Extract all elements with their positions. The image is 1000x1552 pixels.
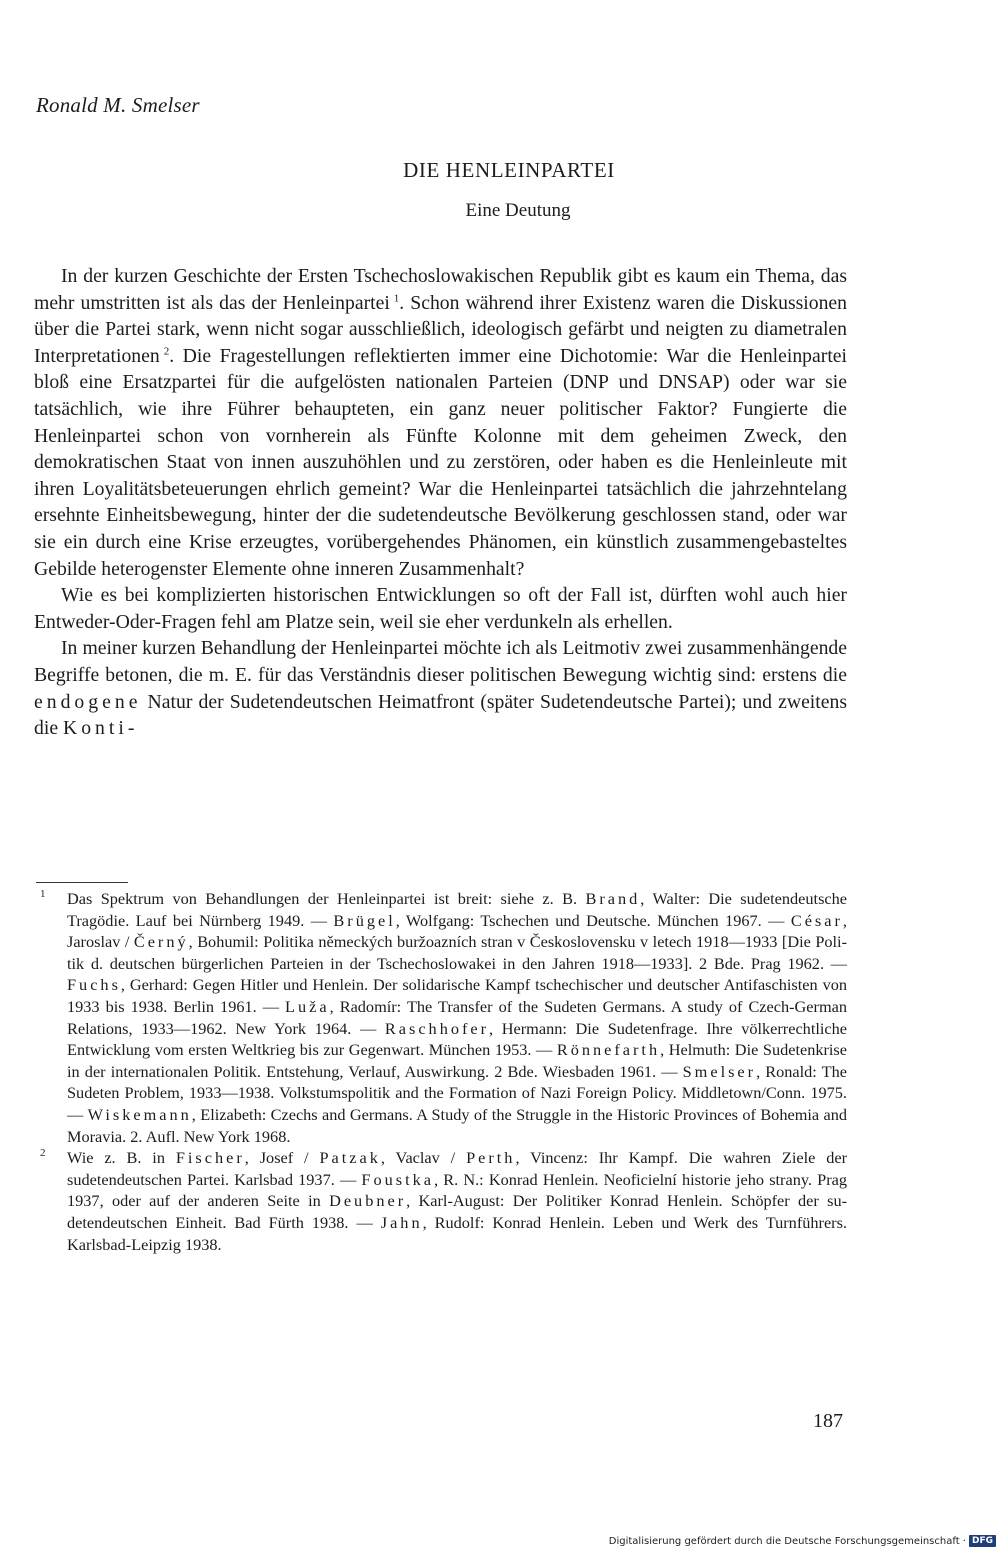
spaced-name: Luža — [285, 996, 330, 1016]
spaced-name: Fuchs — [67, 975, 121, 995]
text-run: Natur der Sudetendeutschen Heimatfront (später Sudetendeutsche Partei); und zweitens die — [34, 690, 847, 740]
footnote-ref: 2 — [163, 345, 170, 358]
page-number: 187 — [813, 1410, 843, 1432]
footnote-ref: 1 — [393, 292, 400, 305]
article-title: DIE HENLEINPARTEI — [403, 158, 615, 182]
dfg-logo: DFG — [969, 1535, 996, 1547]
paragraph — [34, 635, 847, 741]
spaced-name: Smelser — [682, 1061, 757, 1081]
footnote-text: , Hermann: Die Sudetenfrage. Ihre völkerrechtliche Entwicklung vom ersten Weltkrieg bis zur Gegenwart. München 1953. — — [67, 1018, 847, 1060]
spaced-name: Foustka — [361, 1169, 434, 1189]
body-text — [34, 263, 847, 742]
credit-text: Digitalisierung gefördert durch die Deutsche Forschungsgemeinschaft · — [608, 1535, 966, 1547]
spaced-emphasis: endogene — [34, 690, 142, 713]
footnote-text: , Gerhard: Gegen Hitler und Henlein. Der solidarische Kampf tschechischer und deutscher Antifaschisten von 1933 bis 1938. Berlin 1961. — — [67, 975, 847, 1016]
footnote-text: , Bohumil: Politika německých buržoazních stran v Československu v letech 1918—1933 [Die Politik d. deutschen bürgerlichen Parteien in der Tschechoslowakei in den Jahren 1918—1933]. 2 Bde. Prag 1962. — — [67, 932, 847, 973]
spaced-name: Fischer — [175, 1148, 245, 1168]
footnote-mark: 2 — [40, 1147, 46, 1160]
text-run: In der kurzen Geschichte der Ersten Tschechoslowakischen Republik gibt es kaum ein Thema, das mehr umstritten ist als das der Henleinpartei — [34, 265, 847, 314]
footnote-text: , Elizabeth: Czechs and Germans. A Study of the Struggle in the Historic Provinces of Bohemia and Moravia. 2. Aufl. New York 1968. — [67, 1104, 847, 1146]
spaced-name: Černý — [133, 932, 189, 952]
footnote-text: , Josef / — [244, 1148, 320, 1168]
text-run: . Schon während ihrer Existenz waren die Diskussionen über die Partei stark, wenn nicht sogar ausschließlich, ideologisch gefärbt und neigten zu diametralen Interpretationen — [34, 291, 848, 367]
spaced-name: Brügel — [333, 910, 396, 930]
digitization-credit — [609, 1535, 996, 1547]
footnote-text: , Wolfgang: Tschechen und Deutsche. München 1967. — — [395, 910, 791, 930]
spaced-name: Perth — [466, 1148, 516, 1168]
footnote-text: , Helmuth: Die Sudetenkrise in der internationalen Politik. Entstehung, Verlauf, Auswirkung. 2 Bde. Wiesbaden 1961. — — [67, 1040, 847, 1081]
author-name: Ronald M. Smelser — [36, 93, 200, 117]
spaced-name: Brand — [585, 889, 641, 908]
spaced-name: Patzak — [319, 1148, 381, 1168]
text-run: In meiner kurzen Behandlung der Henleinpartei möchte ich als Leitmotiv zwei zusammenhängende Begriffe betonen, die m. E. für das Verständnis dieser politischen Bewegung wichtig sind: erstens die — [34, 637, 847, 686]
paragraph: Wie es bei komplizierten historischen Entwicklungen so oft der Fall ist, dürften wohl auch hier Entweder-Oder-Fragen fehl am Platze sein, weil sie eher verdunkeln als erhellen. — [34, 584, 847, 633]
spaced-name: Raschhofer — [384, 1018, 490, 1038]
spaced-name: Deubner — [329, 1191, 407, 1211]
footnote-text: , R. N.: Konrad Henlein. Neoficielní historie jeho strany. Prag 1937, oder auf der anderen Seite in — [67, 1169, 848, 1211]
spaced-name: Wiskemann — [87, 1104, 192, 1124]
spaced-name: César — [790, 910, 843, 930]
text-run: . Die Fragestellungen reflektierten immer eine Dichotomie: War die Henleinpartei bloß eine Ersatzpartei für die aufgelösten nationalen Parteien (DNP und DNSAP) oder war sie tatsächlich, wie ihre Führer behaupteten, ein ganz neuer politischer Faktor? Fungierte die Henleinpartei schon von vornherein als Fünfte Kolonne mit dem geheimen Zweck, den demokratischen Staat von innen auszuhöhlen und zu zerstören, oder haben es die Henleinleute mit ihren Loyalitätsbeteuerungen ehrlich gemeint? War die Henleinpartei tatsächlich die jahrzehntelang ersehnte Einheitsbewegung, hinter der die sudetendeutsche Bevölkerung geschlossen stand, oder war sie ein durch eine Krise erzeugtes, vorübergehendes Phänomen, ein künstlich zusammengebasteltes Gebilde heterogenster Elemente ohne inneren Zusammenhalt? — [34, 344, 847, 580]
footnote-divider — [36, 882, 128, 883]
footnote-text: , Vincenz: Ihr Kampf. Die wahren Ziele der sudetendeutschen Partei. Karlsbad 1937. — — [67, 1148, 848, 1189]
footnote-text: Wie z. B. in — [67, 1148, 176, 1168]
spaced-name: Jahn — [380, 1212, 423, 1232]
article-subtitle: Eine Deutung — [465, 200, 571, 221]
footnote-mark: 1 — [40, 888, 46, 900]
footnote-text: , Ronald: The Sudeten Problem, 1933—1938. Volkstumspolitik and the Formation of Nazi Foreign Policy. Middletown/Conn. 1975. — — [67, 1061, 847, 1124]
spaced-name: Rönnefarth — [556, 1040, 661, 1060]
footnotes — [34, 888, 847, 1255]
footnote-text: , Radomír: The Transfer of the Sudeten Germans. A study of Czech-German Relations, 1933—1962. New York 1964. — — [67, 996, 847, 1038]
footnote-text: , Rudolf: Konrad Henlein. Leben und Werk des Turnführers. Karlsbad-Leipzig 1938. — [67, 1212, 847, 1254]
footnote-text: , Karl-August: Der Politiker Konrad Henlein. Schöpfer der sudetendeutschen Einheit. Bad Fürth 1938. — — [67, 1191, 848, 1232]
footnote — [34, 888, 847, 1147]
footnote-text: , Vaclav / — [380, 1148, 467, 1168]
footnote-text: , Jaroslav / — [67, 910, 847, 952]
paragraph — [34, 263, 847, 582]
footnote — [34, 1147, 847, 1255]
footnote-text: , Walter: Die sudetendeutsche Tragödie. Lauf bei Nürnberg 1949. — — [67, 889, 847, 930]
spaced-emphasis: Konti- — [62, 717, 139, 740]
footnote-text: Das Spektrum von Behandlungen der Henleinpartei ist breit: siehe z. B. — [67, 889, 586, 908]
